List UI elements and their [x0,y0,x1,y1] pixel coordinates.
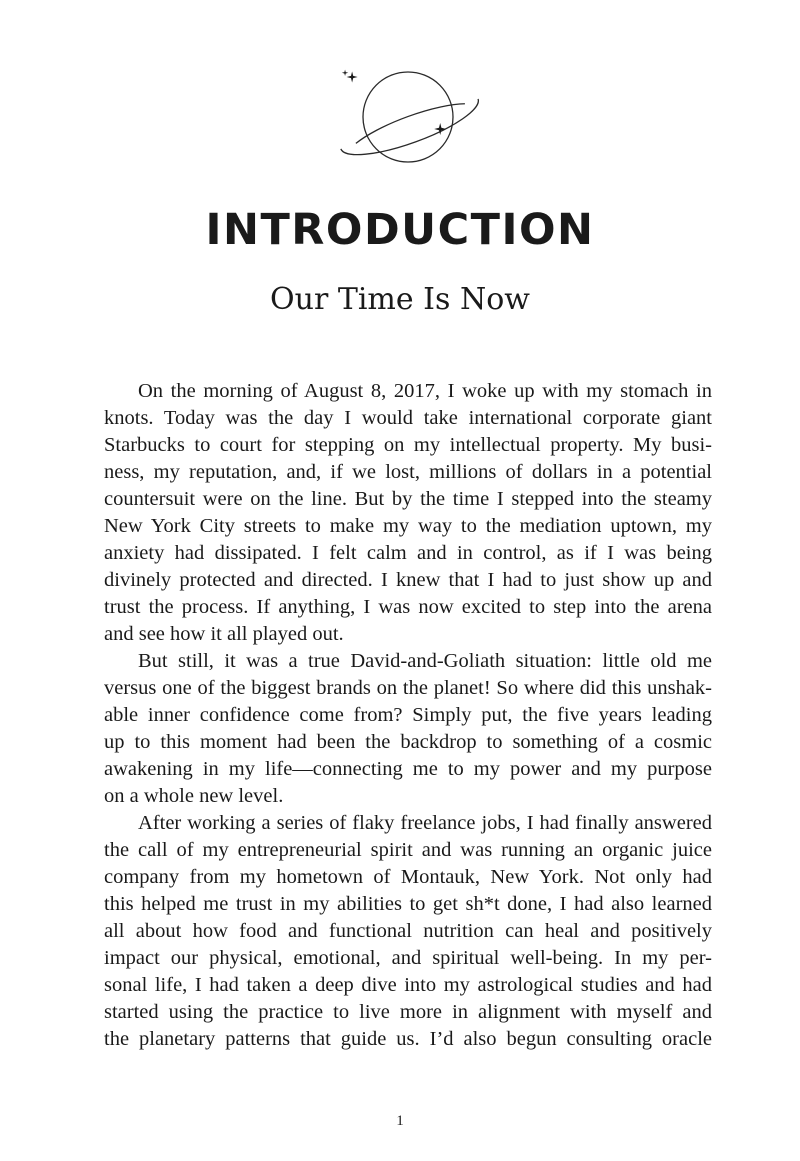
chapter-subtitle: Our Time Is Now [270,282,530,317]
text-line: able inner confidence come from? Simply put, the five years leading [104,704,712,726]
text-line: New York City streets to make my way to the mediation uptown, my [104,515,712,537]
text-line: trust the process. If anything, I was now excited to step into the arena [104,596,712,618]
text-line: up to this moment had been the backdrop to something of a cosmic [104,731,712,753]
text-line: started using the practice to live more in alignment with myself and [104,1001,712,1023]
body-text [104,378,712,1053]
page-number: 1 [396,1113,404,1129]
text-line: sonal life, I had taken a deep dive into my astrological studies and had [104,974,712,996]
text-line: the planetary patterns that guide us. I’d also begun consulting oracle [104,1028,712,1050]
text-line: anxiety had dissipated. I felt calm and in control, as if I was being [104,542,712,564]
text-line: this helped me trust in my abilities to get sh*t done, I had also learned [104,893,712,915]
text-line: all about how food and functional nutrition can heal and positively [104,920,712,942]
text-line: knots. Today was the day I would take international corporate giant [104,407,712,429]
text-line: impact our physical, emotional, and spiritual well-being. In my per- [104,947,712,969]
planet-icon [330,58,486,176]
text-line: Starbucks to court for stepping on my intellectual property. My busi- [104,434,712,456]
text-line: countersuit were on the line. But by the time I stepped into the steamy [104,488,712,510]
text-line: ness, my reputation, and, if we lost, millions of dollars in a potential [104,461,712,483]
text-line: On the morning of August 8, 2017, I woke up with my stomach in [138,380,712,402]
text-line: versus one of the biggest brands on the planet! So where did this unshak- [104,677,712,699]
text-line: and see how it all played out. [104,623,344,645]
text-line: After working a series of flaky freelance jobs, I had finally answered [138,812,712,834]
text-line: divinely protected and directed. I knew that I had to just show up and [104,569,712,591]
chapter-title: INTRODUCTION [205,205,595,255]
text-line: But still, it was a true David-and-Goliath situation: little old me [138,650,712,672]
text-line: awakening in my life—connecting me to my power and my purpose [104,758,712,780]
text-line: company from my hometown of Montauk, New York. Not only had [104,866,712,888]
text-line: on a whole new level. [104,785,284,807]
text-line: the call of my entrepreneurial spirit and was running an organic juice [104,839,712,861]
